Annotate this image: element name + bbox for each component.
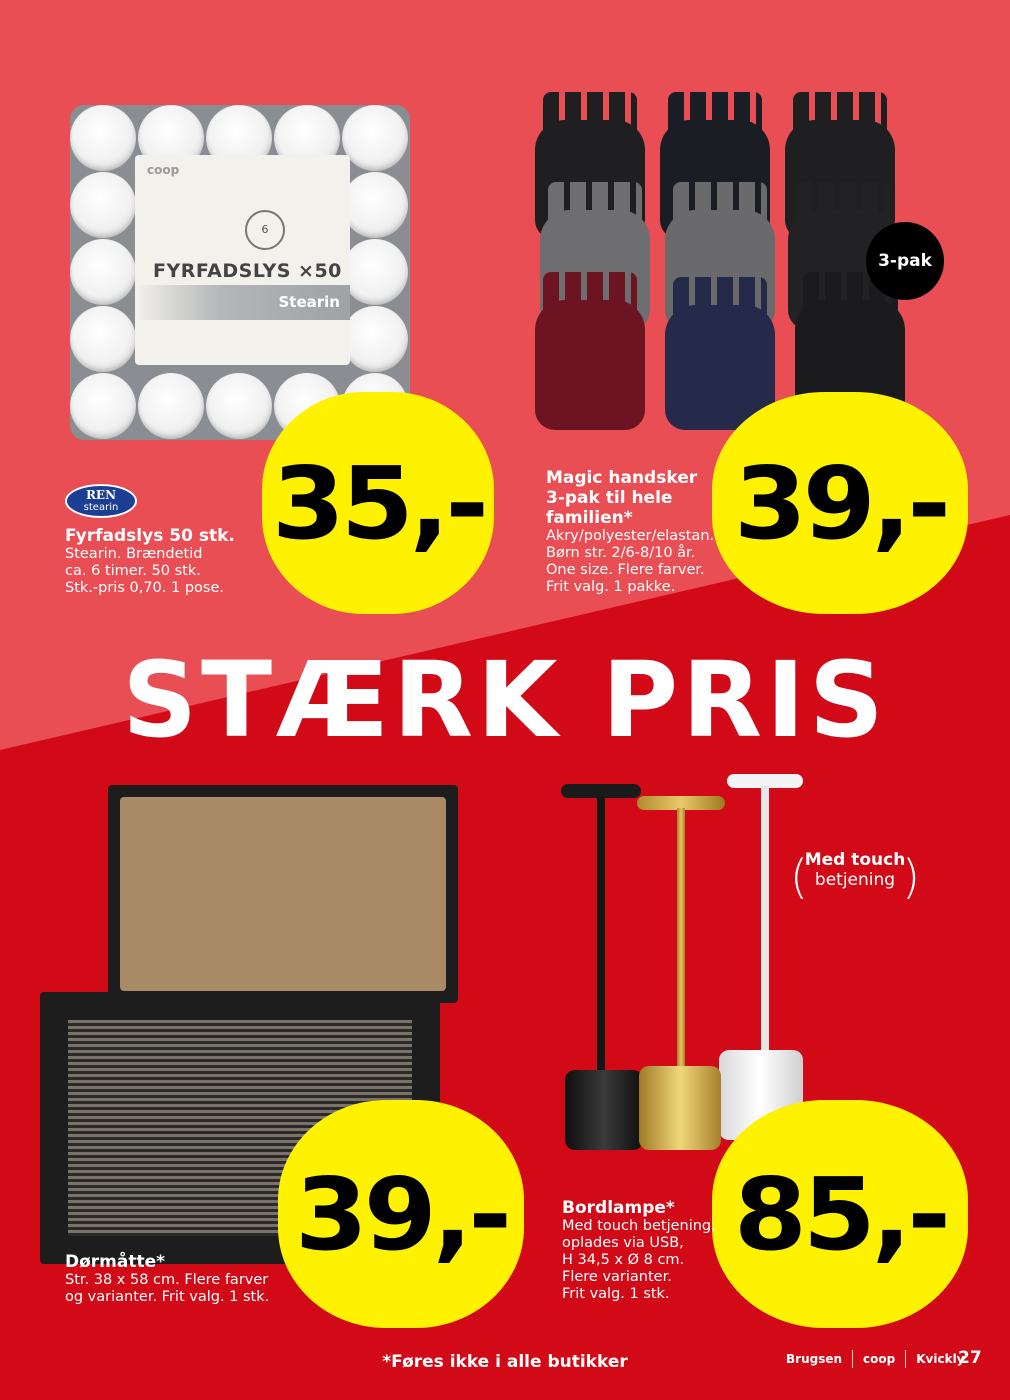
gloves-image: [530, 80, 900, 430]
gloves-desc-4: Frit valg. 1 pakke.: [546, 579, 676, 595]
price-gloves: 39,-: [733, 444, 947, 562]
ren-logo-line2: stearin: [83, 502, 119, 513]
pack-name: FYRFADSLYS ×50: [153, 260, 342, 282]
gloves-desc-3: One size. Flere farver.: [546, 562, 705, 578]
mat-desc-2: og varianter. Frit valg. 1 stk.: [65, 1289, 270, 1305]
candle: [342, 306, 408, 372]
page-number: 27: [958, 1348, 982, 1368]
pack-sub: Stearin: [278, 293, 340, 311]
price-blob-candles: [262, 392, 494, 614]
badge-paren-right: ): [902, 850, 920, 904]
candle: [70, 306, 136, 372]
gloves-desc-2: Børn str. 2/6-8/10 år.: [546, 545, 696, 561]
candles-desc-3: Stk.-pris 0,70. 1 pose.: [65, 580, 224, 596]
candle: [342, 239, 408, 305]
touch-badge-line1: Med touch: [804, 850, 906, 870]
candle: [138, 373, 204, 439]
candle: [342, 172, 408, 238]
lamp-desc-5: Frit valg. 1 stk.: [562, 1286, 670, 1302]
logo-brugsen: Brugsen: [786, 1352, 843, 1366]
candles-title: Fyrfadslys 50 stk.: [65, 526, 235, 546]
badge-paren-left: (: [790, 850, 808, 904]
lamp-black-base: [565, 1070, 643, 1150]
lamp-title: Bordlampe*: [562, 1198, 675, 1218]
door-mat-brown-surface: [120, 797, 446, 991]
gloves-title-3: familien*: [546, 508, 633, 528]
lamp-desc-3: H 34,5 x Ø 8 cm.: [562, 1252, 685, 1268]
footer-note: *Føres ikke i alle butikker: [382, 1352, 628, 1372]
price-blob-gloves: [712, 392, 968, 614]
gloves-text: [546, 468, 736, 596]
candle-label-card: [135, 155, 350, 365]
price-blob-mat: [278, 1100, 524, 1328]
pack-brand: coop: [147, 163, 180, 177]
touch-badge-line2: betjening: [814, 870, 896, 890]
logo-kvickly: Kvickly: [916, 1352, 965, 1366]
touch-badge: [790, 850, 920, 908]
gloves-title-1: Magic handsker: [546, 468, 698, 488]
candle: [206, 373, 272, 439]
candle: [342, 105, 408, 171]
mat-text: [65, 1252, 295, 1306]
ren-stearin-logo: [65, 484, 137, 518]
lamp-black-stem: [597, 796, 605, 1096]
lamp-text: [562, 1198, 722, 1303]
candle: [70, 105, 136, 171]
lamp-gold-stem: [677, 808, 685, 1108]
candle: [70, 239, 136, 305]
three-pack-badge: 3-pak: [866, 222, 944, 300]
gloves-title-2: 3-pak til hele: [546, 488, 673, 508]
candles-text: [65, 526, 265, 597]
lamp-desc-4: Flere varianter.: [562, 1269, 672, 1285]
logo-separator: [852, 1350, 853, 1368]
price-lamp: 85,-: [733, 1155, 947, 1273]
lamp-desc-1: Med touch betjening,: [562, 1218, 716, 1234]
mat-desc-1: Str. 38 x 58 cm. Flere farver: [65, 1272, 269, 1288]
price-blob-lamp: [712, 1100, 968, 1328]
candle: [70, 373, 136, 439]
door-mat-brown: [108, 785, 458, 1003]
ren-logo-line1: REN: [85, 488, 117, 502]
lamp-gold-base: [639, 1066, 721, 1150]
gloves-desc-1: Akry/polyester/elastan.: [546, 528, 715, 544]
candle: [70, 172, 136, 238]
store-logos: [786, 1350, 965, 1368]
glove-burgundy: [535, 300, 645, 430]
lamps-image: [555, 770, 815, 1150]
logo-coop: coop: [863, 1352, 896, 1366]
lamp-desc-2: oplades via USB,: [562, 1235, 684, 1251]
price-mat: 39,-: [294, 1155, 508, 1273]
candles-desc-1: Stearin. Brændetid: [65, 546, 203, 562]
logo-separator: [905, 1350, 906, 1368]
headline: STÆRK PRIS: [122, 639, 888, 761]
mat-title: Dørmåtte*: [65, 1252, 166, 1272]
lamp-white-stem: [761, 786, 769, 1066]
price-candles: 35,-: [271, 444, 485, 562]
burn-time-icon: 6: [245, 210, 285, 250]
candles-desc-2: ca. 6 timer. 50 stk.: [65, 563, 201, 579]
